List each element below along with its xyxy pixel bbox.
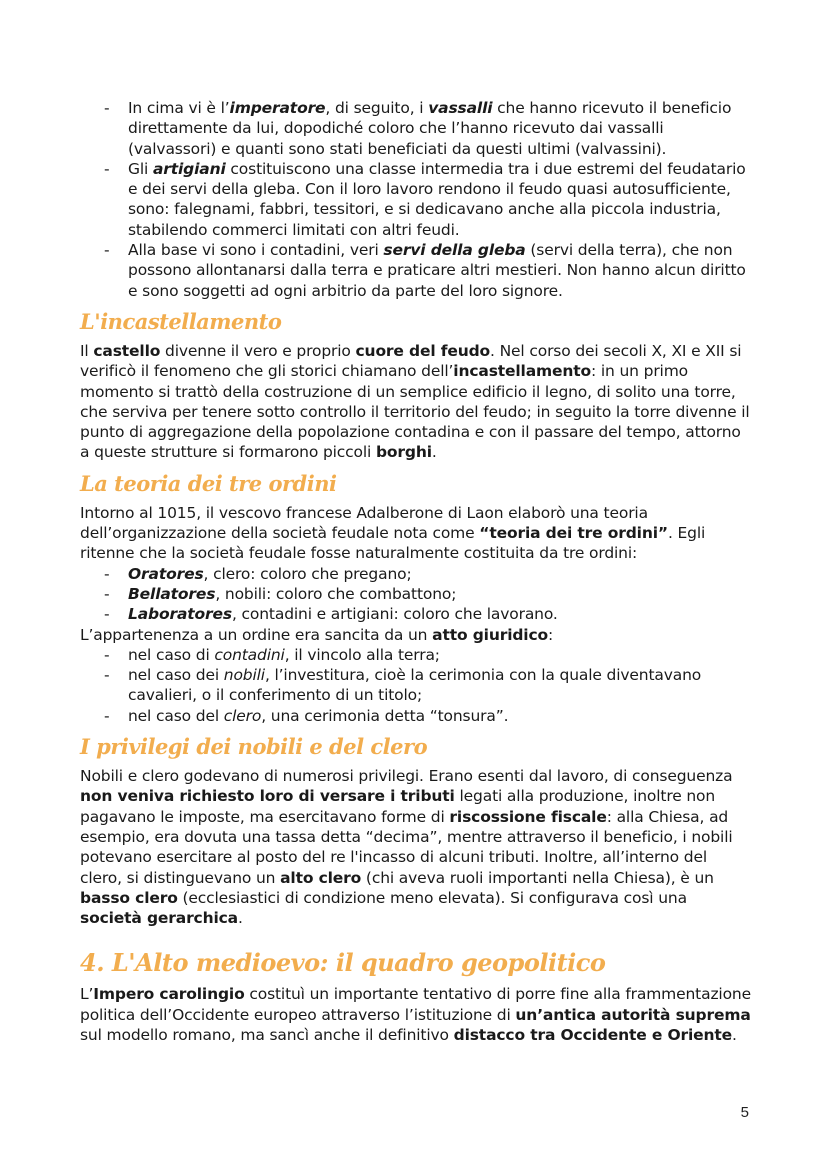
section-heading-privilegi: I privilegi dei nobili e del clero: [80, 734, 428, 760]
bold-text: riscossione fiscale: [449, 807, 607, 826]
bold-italic-text: imperatore: [229, 99, 326, 117]
list-item: [80, 706, 752, 726]
acts-list: [80, 645, 752, 726]
text-run: Nobili e clero godevano di numerosi privilegi. Erano esenti dal lavoro, di conseguenza: [80, 767, 733, 786]
paragraph-alto-medioevo: [80, 984, 752, 1045]
text-run: :: [548, 625, 554, 644]
paragraph-tre-ordini: [80, 503, 752, 564]
bold-text: non veniva richiesto loro di versare i tributi: [80, 787, 455, 806]
list-item: [80, 604, 752, 624]
text-run: che hanno ricevuto il beneficio direttamente da lui, dopodiché coloro che l’hanno ricevuto dai vassalli (valvassori) e quanti sono stati beneficiati da questi ultimi (valvassini).: [128, 99, 732, 158]
text-run: nel caso di: [128, 645, 215, 664]
paragraph-atto-giuridico: [80, 625, 752, 645]
text-run: L’appartenenza a un ordine era sancita da un: [80, 625, 433, 644]
bold-text: incastellamento: [453, 362, 592, 381]
text-run: legati alla produzione, inoltre non pagavano le imposte, ma esercitavano forme di: [80, 787, 716, 826]
list-item: [80, 98, 752, 159]
text-run: . Nel corso dei secoli X, XI e XII si verificò il fenomeno che gli storici chiamano dell’: [80, 341, 742, 381]
orders-list: [80, 564, 752, 625]
list-item: [80, 564, 752, 584]
list-item: [80, 665, 752, 706]
section-heading-alto-medioevo: 4. L'Alto medioevo: il quadro geopolitico: [80, 948, 606, 978]
text-run: . Egli ritenne che la società feudale fosse naturalmente costituita da tre ordini:: [80, 524, 706, 563]
bold-text: borghi: [375, 443, 432, 462]
text-run: nel caso del: [128, 706, 224, 725]
text-run: .: [732, 1025, 737, 1044]
bold-text: “teoria dei tre ordini”: [479, 524, 668, 543]
paragraph-privilegi: [80, 766, 752, 928]
list-item: [80, 159, 752, 240]
bold-text: castello: [93, 341, 161, 360]
italic-text: clero: [223, 706, 262, 725]
text-run: , clero: coloro che pregano;: [203, 564, 412, 583]
text-run: divenne il vero e proprio: [160, 341, 356, 360]
section-heading-incastellamento: L'incastellamento: [80, 308, 282, 334]
text-run: : in un primo momento si trattò della costruzione di un semplice edificio il legno, di solito una torre, che serviva per tenere sotto controllo il territorio del feudo; in seguito la torre divenne il punto di aggregazione della popolazione contadina e con il passare del tempo, attorno a queste strutture si formarono piccoli: [80, 362, 750, 462]
text-run: , contadini e artigiani: coloro che lavorano.: [231, 605, 558, 624]
text-run: Il: [80, 341, 94, 360]
bold-text: basso clero: [80, 888, 178, 907]
text-run: (chi aveva ruoli importanti nella Chiesa), è un: [361, 868, 714, 887]
text-run: .: [238, 909, 243, 928]
italic-text: nobili: [223, 666, 265, 685]
text-run: , l’investitura, cioè la cerimonia con la quale diventavano cavalieri, o il conferimento di un titolo;: [128, 666, 702, 705]
text-run: costituiscono una classe intermedia tra i due estremi del feudatario e dei servi della gleba. Con il loro lavoro rendono il feudo quasi autosufficiente, sono: falegnami, fabbri, tessitori, e si dedicavano anche alla piccola industria, stabilendo commerci limitati con altri feudi.: [128, 159, 746, 239]
bold-text: un’antica autorità suprema: [515, 1005, 751, 1024]
text-run: (ecclesiastici di condizione meno elevata). Si configurava così una: [177, 888, 687, 907]
text-run: , di seguito, i: [325, 99, 429, 117]
list-item: [80, 645, 752, 665]
bold-italic-text: Laboratores: [128, 605, 232, 624]
bold-italic-text: Bellatores: [128, 584, 216, 603]
bold-text: società gerarchica: [80, 909, 238, 928]
bold-italic-text: servi della gleba: [383, 241, 526, 260]
text-run: : alla Chiesa, ad esempio, era dovuta una tassa detta “decima”, mentre attraverso il beneficio, i nobili potevano esercitare al posto del re l'incasso di alcuni tributi. Inoltre, all’interno del clero, si distinguevano un: [80, 807, 733, 887]
section-heading-tre-ordini: La teoria dei tre ordini: [80, 470, 337, 496]
bold-italic-text: Oratores: [128, 564, 204, 583]
italic-text: contadini: [214, 645, 285, 664]
text-run: nel caso dei: [128, 666, 224, 685]
paragraph-incastellamento: [80, 341, 752, 463]
text-run: costituì un importante tentativo di porre fine alla frammentazione politica dell’Occidente europeo attraverso l’istituzione di: [80, 985, 751, 1024]
text-run: Intorno al 1015, il vescovo francese Adalberone di Laon elaborò una teoria dell’organizzazione della società feudale nota come: [80, 503, 648, 543]
bold-text: Impero carolingio: [93, 985, 245, 1004]
bold-text: distacco tra Occidente e Oriente: [453, 1025, 732, 1044]
text-run: , una cerimonia detta “tonsura”.: [261, 706, 509, 725]
text-run: sul modello romano, ma sancì anche il definitivo: [80, 1025, 454, 1044]
page-number: 5: [740, 1104, 749, 1121]
bold-text: atto giuridico: [432, 625, 549, 644]
text-run: (servi della terra), che non possono allontanarsi dalla terra e praticare altri mestieri. Non hanno alcun diritto e sono soggetti ad ogni arbitrio da parte del loro signore.: [128, 241, 746, 300]
text-run: In cima vi è l’: [128, 99, 230, 117]
bold-italic-text: vassalli: [428, 99, 493, 117]
bold-italic-text: artigiani: [152, 159, 226, 178]
bold-text: alto clero: [280, 868, 362, 887]
text-run: .: [431, 443, 437, 462]
list-item: [80, 584, 752, 604]
text-run: Gli: [128, 159, 153, 178]
page-content: [80, 98, 752, 1045]
list-item: [80, 240, 752, 301]
hierarchy-list: [80, 98, 752, 301]
text-run: , nobili: coloro che combattono;: [215, 584, 457, 603]
text-run: L’: [80, 985, 94, 1004]
text-run: Alla base vi sono i contadini, veri: [128, 241, 384, 260]
bold-text: cuore del feudo: [355, 341, 491, 360]
text-run: , il vincolo alla terra;: [284, 645, 440, 664]
